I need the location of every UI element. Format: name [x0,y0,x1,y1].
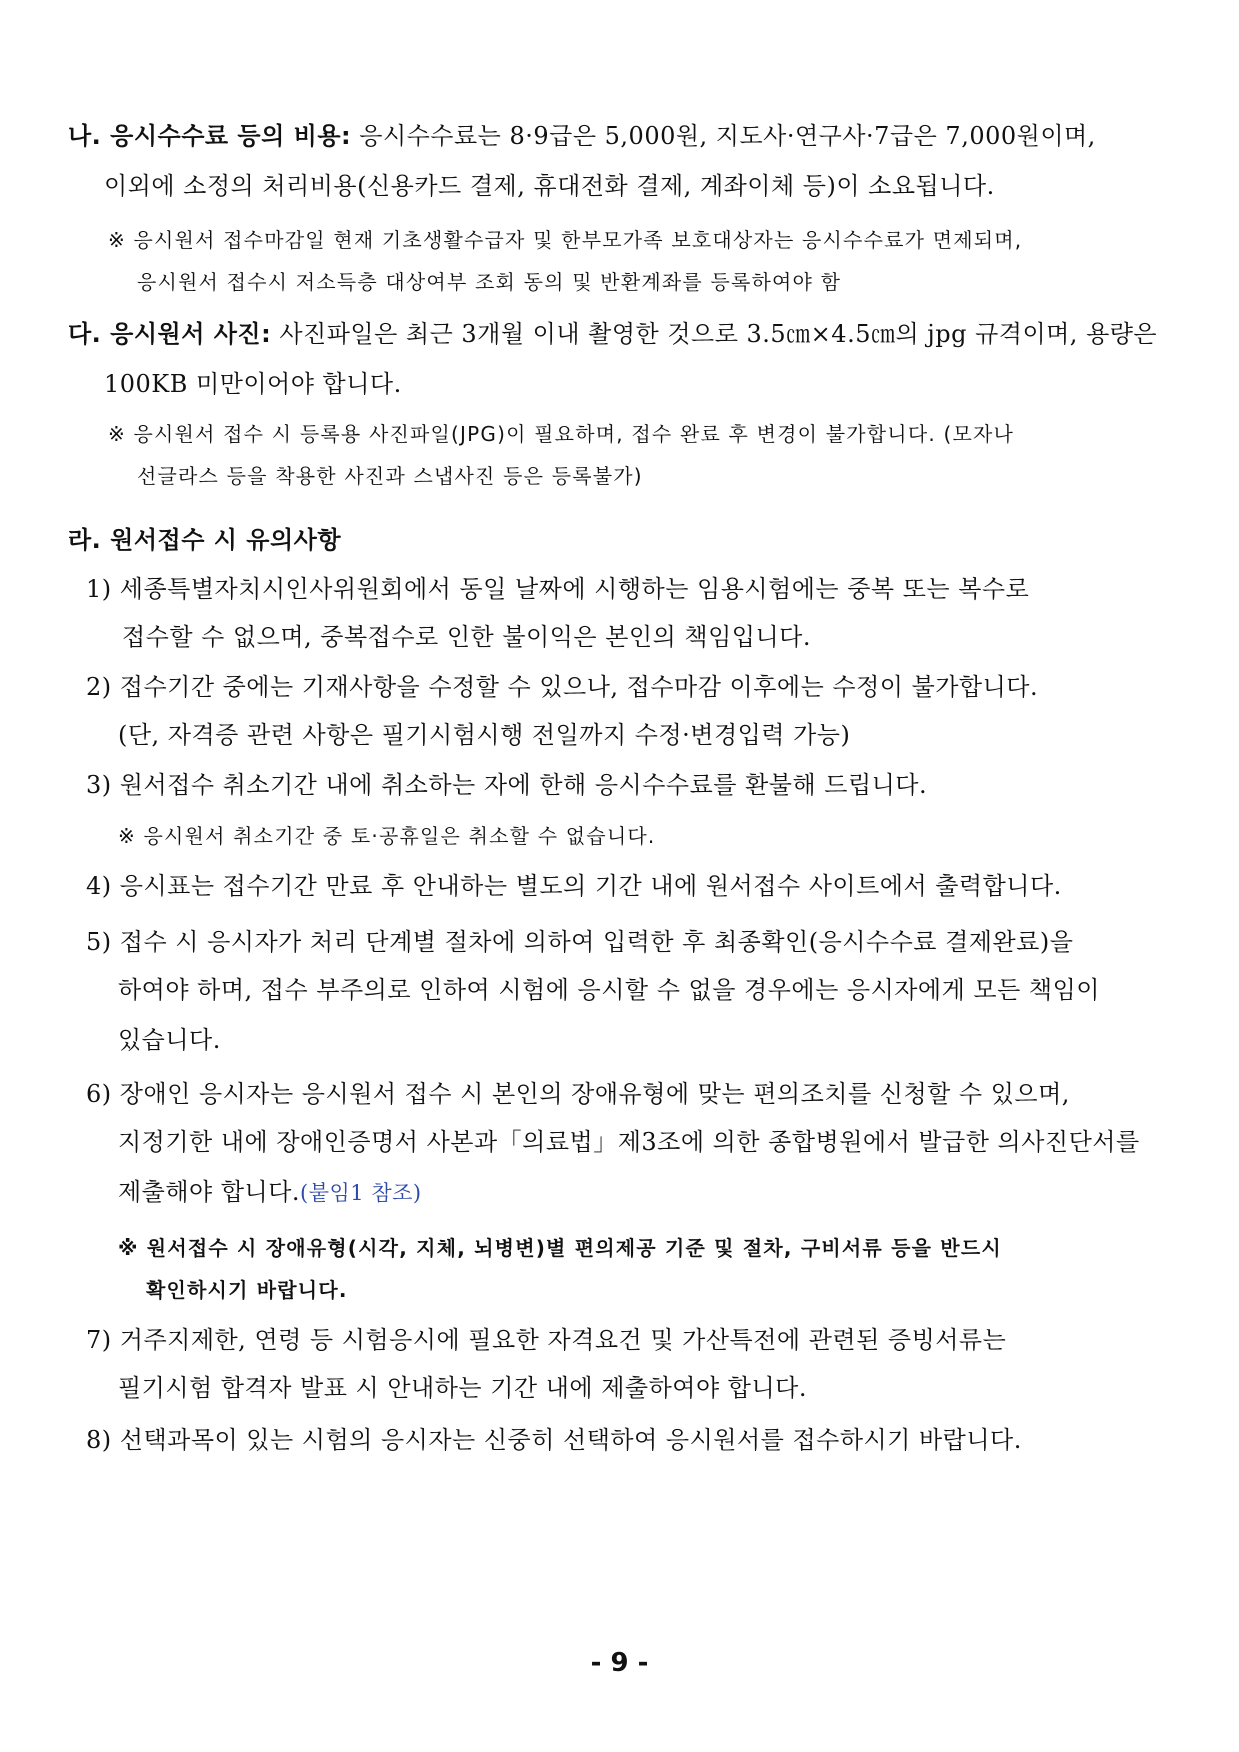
section-da-line2: 100KB 미만이어야 합니다. [104,370,402,398]
item8-line1: 8) 선택과목이 있는 시험의 응시자는 신중히 선택하여 응시원서를 접수하시기 바랍니다. [86,1426,1022,1454]
section-da-note1: ※ 응시원서 접수 시 등록용 사진파일(JPG)이 필요하며, 접수 완료 후 변경이 불가합니다. (모자나 [108,422,1015,446]
attachment-reference: (붙임1 참조) [300,1181,422,1205]
item2-line1: 2) 접수기간 중에는 기재사항을 수정할 수 있으나, 접수마감 이후에는 수정이 불가합니다. [86,673,1039,701]
item3-line1: 3) 원서접수 취소기간 내에 취소하는 자에 한해 응시수수료를 환불해 드립니다. [86,771,928,799]
item7-line2: 필기시험 합격자 발표 시 안내하는 기간 내에 제출하여야 합니다. [118,1374,807,1402]
item6-note2: 확인하시기 바랍니다. [146,1278,348,1302]
item1-line1: 1) 세종특별자치시인사위원회에서 동일 날짜에 시행하는 임용시험에는 중복 또는 복수로 [86,575,1030,603]
section-na-line1 [68,120,1096,152]
item6-note1: ※ 원서접수 시 장애유형(시각, 지체, 뇌병변)별 편의제공 기준 및 절차, 구비서류 등을 반드시 [118,1236,1002,1260]
item5-line2: 하여야 하며, 접수 부주의로 인하여 시험에 응시할 수 없을 경우에는 응시자에게 모든 책임이 [118,976,1100,1004]
item5-line3: 있습니다. [118,1026,221,1054]
section-na-note2: 응시원서 접수시 저소득층 대상여부 조회 동의 및 반환계좌를 등록하여야 함 [137,270,842,294]
item7-line1: 7) 거주지제한, 연령 등 시험응시에 필요한 자격요건 및 가산특전에 관련된 증빙서류는 [86,1326,1007,1354]
section-na-line2: 이외에 소정의 처리비용(신용카드 결제, 휴대전화 결제, 계좌이체 등)이 소요됩니다. [104,172,995,200]
item6-line2: 지정기한 내에 장애인증명서 사본과「의료법」제3조에 의한 종합병원에서 발급한 의사진단서를 [118,1128,1140,1156]
section-da-note2: 선글라스 등을 착용한 사진과 스냅사진 등은 등록불가) [137,464,643,488]
section-da-text1: 사진파일은 최근 3개월 이내 촬영한 것으로 3.5㎝×4.5㎝의 jpg 규격이며, 용량은 [271,320,1158,348]
item6-line3 [118,1176,422,1209]
item6-line3-text: 제출해야 합니다. [118,1178,301,1206]
item1-line2: 접수할 수 없으며, 중복접수로 인한 불이익은 본인의 책임입니다. [122,623,811,651]
section-na-note1: ※ 응시원서 접수마감일 현재 기초생활수급자 및 한부모가족 보호대상자는 응시수수료가 면제되며, [108,228,1023,252]
item6-line1: 6) 장애인 응시자는 응시원서 접수 시 본인의 장애유형에 맞는 편의조치를 신청할 수 있으며, [86,1080,1070,1108]
section-da-heading: 다. 응시원서 사진: [68,320,272,348]
item5-line1: 5) 접수 시 응시자가 처리 단계별 절차에 의하여 입력한 후 최종확인(응시수수료 결제완료)을 [86,928,1074,956]
section-na-text1: 응시수수료는 8·9급은 5,000원, 지도사·연구사·7급은 7,000원이며, [351,122,1096,150]
item3-note: ※ 응시원서 취소기간 중 토·공휴일은 취소할 수 없습니다. [118,824,656,848]
page-number: - 9 - [590,1648,649,1678]
section-na-heading: 나. 응시수수료 등의 비용: [68,122,352,150]
section-ra-heading: 라. 원서접수 시 유의사항 [68,526,342,554]
section-da-line1 [68,318,1157,350]
item4-line1: 4) 응시표는 접수기간 만료 후 안내하는 별도의 기간 내에 원서접수 사이트에서 출력합니다. [86,872,1062,900]
item2-line2: (단, 자격증 관련 사항은 필기시험시행 전일까지 수정·변경입력 가능) [118,721,851,749]
